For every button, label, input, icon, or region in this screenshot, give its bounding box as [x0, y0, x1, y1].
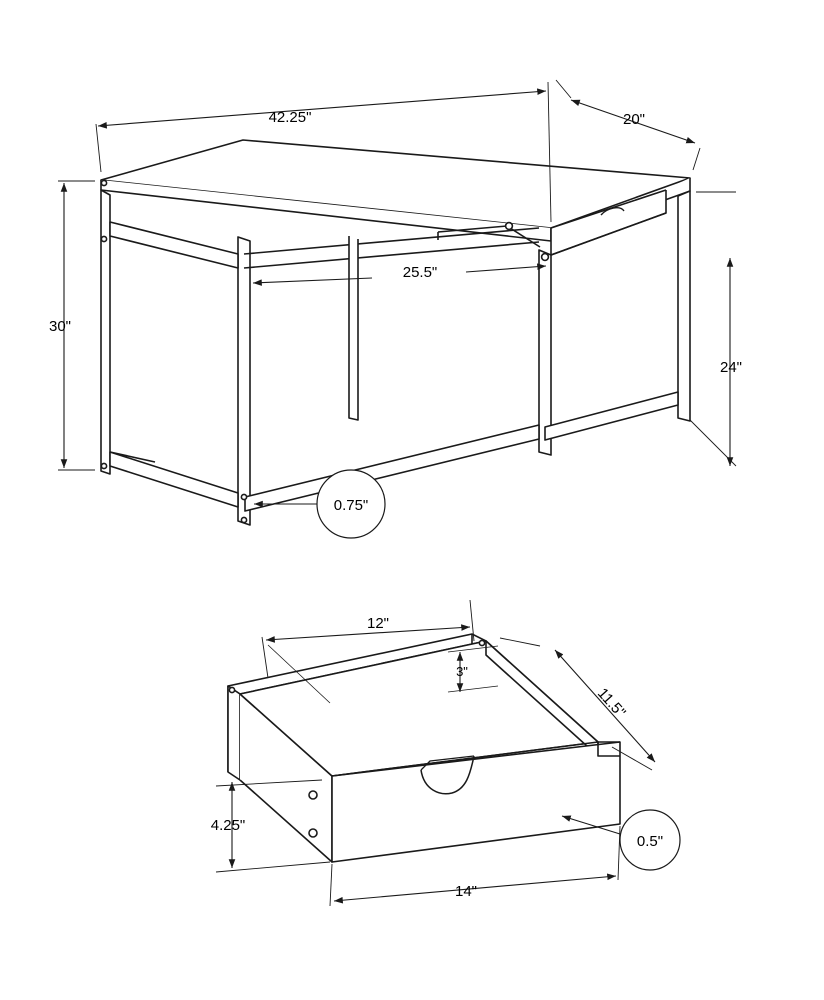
desk-leg-front-right [539, 250, 551, 455]
dim-label-desk-depth: 20" [622, 111, 646, 128]
desk-leg-back-left [101, 190, 110, 474]
desk-rail-right-lower [545, 392, 678, 440]
dim-label-drawer-inner-width: 12" [366, 615, 390, 632]
desk-center-post [349, 236, 358, 420]
desk-stretcher-front [245, 425, 539, 511]
dim-label-drawer-front-width: 14" [454, 883, 478, 900]
dim-label-desk-width: 42.25" [268, 109, 312, 126]
desk-rail-left-upper [110, 222, 238, 268]
dim-label-drawer-depth: 11.5" [593, 684, 629, 722]
desk-leg-back-right [678, 191, 690, 421]
dim-label-drawer-front-height: 4.25" [210, 817, 246, 834]
desk-rail-left-lower [110, 452, 238, 507]
dim-label-drawer-thickness: 0.5" [636, 833, 664, 850]
dim-label-desk-tube: 0.75" [333, 497, 369, 514]
dim-label-drawer-inner-height: 3" [456, 664, 468, 679]
dim-label-desk-height: 30" [48, 318, 72, 335]
dim-label-desk-height-lower: 24" [719, 359, 743, 376]
drawer-detail [228, 634, 620, 862]
desk-assembly [101, 140, 690, 525]
desk-leg-front-left [238, 237, 250, 525]
dim-label-desk-inner-width: 25.5" [402, 264, 438, 281]
